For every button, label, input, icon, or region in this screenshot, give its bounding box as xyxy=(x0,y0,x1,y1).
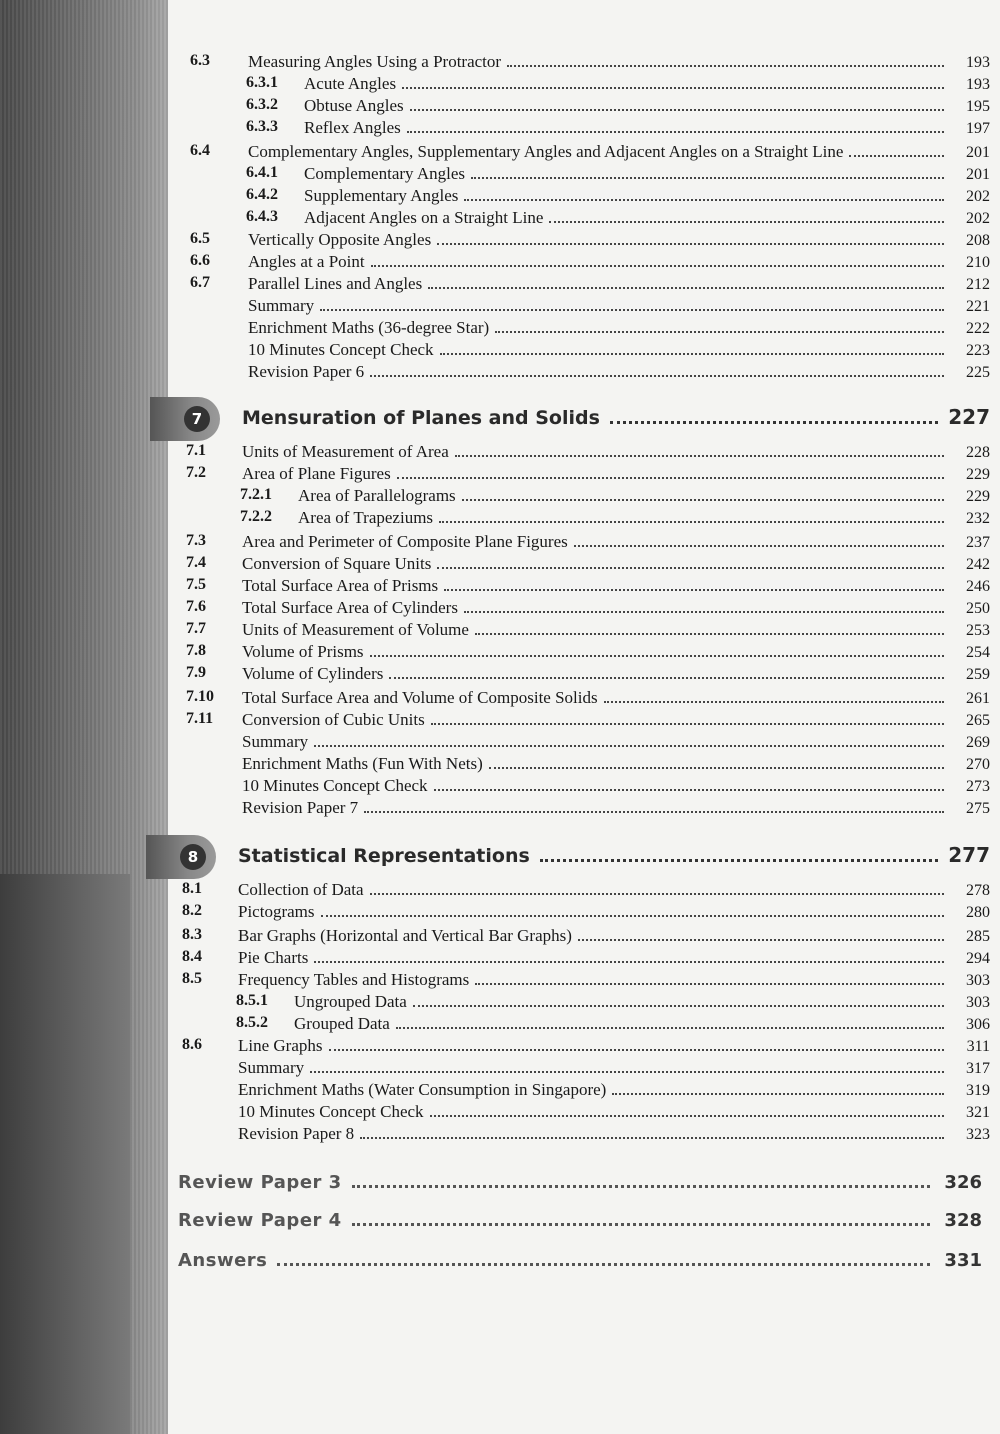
page-number: 253 xyxy=(966,622,990,639)
toc-entry[interactable] xyxy=(240,508,990,530)
dot-leader xyxy=(314,745,944,747)
toc-entry[interactable] xyxy=(186,464,990,486)
section-title: Total Surface Area and Volume of Composite Solids xyxy=(242,688,598,707)
page-number: 311 xyxy=(966,1038,990,1055)
toc-entry[interactable] xyxy=(182,926,990,948)
section-number: 7.2.1 xyxy=(240,486,272,503)
toc-entry[interactable] xyxy=(240,486,990,508)
toc-entry[interactable] xyxy=(186,532,990,554)
page-number: 223 xyxy=(966,342,990,359)
section-title: Revision Paper 7 xyxy=(242,798,359,817)
page-number: 261 xyxy=(966,690,990,707)
toc-entry[interactable] xyxy=(236,992,990,1014)
dot-leader xyxy=(464,611,944,613)
toc-entry[interactable] xyxy=(248,340,990,362)
section-title: Complementary Angles, Supplementary Angles and Adjacent Angles on a Straight Line xyxy=(248,142,844,161)
section-title: Conversion of Square Units xyxy=(242,554,432,573)
dot-leader xyxy=(434,789,944,791)
toc-entry[interactable] xyxy=(242,776,990,798)
toc-entry[interactable] xyxy=(186,620,990,642)
page-number: 319 xyxy=(966,1082,990,1099)
section-title: Obtuse Angles xyxy=(304,96,404,115)
chapter-badge xyxy=(150,397,220,441)
page-number: 237 xyxy=(966,534,990,551)
page-number: 306 xyxy=(966,1016,990,1033)
page-number: 193 xyxy=(966,76,990,93)
section-number: 7.3 xyxy=(186,532,206,549)
section-title: Summary xyxy=(242,732,309,751)
toc-entry[interactable] xyxy=(186,688,990,710)
section-number: 7.10 xyxy=(186,688,214,705)
back-matter-entry[interactable] xyxy=(178,1250,982,1278)
dot-leader xyxy=(430,1115,944,1117)
dot-leader xyxy=(578,939,944,941)
section-number: 8.3 xyxy=(182,926,202,943)
dot-leader xyxy=(440,353,944,355)
toc-entry[interactable] xyxy=(246,186,990,208)
dot-leader xyxy=(364,811,944,813)
section-title: Revision Paper 8 xyxy=(238,1124,355,1143)
dot-leader xyxy=(475,983,944,985)
page-number: 201 xyxy=(966,166,990,183)
section-title: Parallel Lines and Angles xyxy=(248,274,423,293)
section-number: 6.3.1 xyxy=(246,74,278,91)
chapter-number: 7 xyxy=(184,406,210,432)
section-title: Reflex Angles xyxy=(304,118,401,137)
dot-leader xyxy=(437,567,944,569)
page-number: 326 xyxy=(944,1172,982,1193)
page-number: 254 xyxy=(966,644,990,661)
dot-leader xyxy=(431,723,944,725)
dot-leader xyxy=(371,265,944,267)
page-number: 270 xyxy=(966,756,990,773)
section-number: 6.6 xyxy=(190,252,210,269)
dot-leader xyxy=(277,1263,930,1266)
section-title: Measuring Angles Using a Protractor xyxy=(248,52,502,71)
section-title: Conversion of Cubic Units xyxy=(242,710,425,729)
dot-leader xyxy=(475,633,944,635)
page-number: 202 xyxy=(966,188,990,205)
back-matter-entry[interactable] xyxy=(178,1210,982,1238)
section-number: 6.3.3 xyxy=(246,118,278,135)
dot-leader xyxy=(540,859,938,862)
page-number: 285 xyxy=(966,928,990,945)
toc-entry[interactable] xyxy=(186,642,990,664)
dot-leader xyxy=(402,87,944,89)
dot-leader xyxy=(370,375,944,377)
section-number: 7.8 xyxy=(186,642,206,659)
dot-leader xyxy=(314,961,944,963)
section-number: 7.5 xyxy=(186,576,206,593)
dot-leader xyxy=(310,1071,944,1073)
section-title: Total Surface Area of Cylinders xyxy=(242,598,458,617)
section-title: Bar Graphs (Horizontal and Vertical Bar Graphs) xyxy=(238,926,572,945)
page-number: 278 xyxy=(966,882,990,899)
page-number: 331 xyxy=(944,1250,982,1271)
section-number: 6.3 xyxy=(190,52,210,69)
section-title: 10 Minutes Concept Check xyxy=(238,1102,424,1121)
back-matter-title: Answers xyxy=(178,1250,268,1271)
page-number: 242 xyxy=(966,556,990,573)
chapter-page-number: 227 xyxy=(948,405,990,429)
toc-entry[interactable] xyxy=(248,318,990,340)
section-number: 7.1 xyxy=(186,442,206,459)
section-title: Acute Angles xyxy=(304,74,397,93)
toc-entry[interactable] xyxy=(236,1014,990,1036)
section-number: 8.5 xyxy=(182,970,202,987)
chapter-title: Mensuration of Planes and Solids xyxy=(242,407,600,429)
page-number: 229 xyxy=(966,466,990,483)
back-matter-title: Review Paper 4 xyxy=(178,1210,342,1231)
page-number: 303 xyxy=(966,994,990,1011)
page-number: 294 xyxy=(966,950,990,967)
dot-leader xyxy=(407,131,944,133)
dot-leader xyxy=(604,701,944,703)
dot-leader xyxy=(507,65,944,67)
toc-entry[interactable] xyxy=(246,118,990,140)
section-title: Area of Plane Figures xyxy=(242,464,391,483)
page-number: 202 xyxy=(966,210,990,227)
dot-leader xyxy=(370,655,944,657)
section-number: 6.4.3 xyxy=(246,208,278,225)
section-title: Volume of Prisms xyxy=(242,642,364,661)
toc-entry[interactable] xyxy=(246,74,990,96)
dot-leader xyxy=(396,1027,944,1029)
section-title: Summary xyxy=(238,1058,305,1077)
toc-entry[interactable] xyxy=(248,362,990,384)
section-number: 8.5.1 xyxy=(236,992,268,1009)
page-number: 197 xyxy=(966,120,990,137)
page-number: 323 xyxy=(966,1126,990,1143)
page-number: 280 xyxy=(966,904,990,921)
dot-leader xyxy=(439,521,944,523)
section-title: Supplementary Angles xyxy=(304,186,459,205)
section-title: 10 Minutes Concept Check xyxy=(242,776,428,795)
page-number: 273 xyxy=(966,778,990,795)
toc-entry[interactable] xyxy=(182,880,990,902)
page-number: 321 xyxy=(966,1104,990,1121)
toc-entry[interactable] xyxy=(190,274,990,296)
section-title: Enrichment Maths (Water Consumption in Singapore) xyxy=(238,1080,607,1099)
toc-entry[interactable] xyxy=(186,576,990,598)
section-title: Line Graphs xyxy=(238,1036,323,1055)
dot-leader xyxy=(444,589,944,591)
page-number: 246 xyxy=(966,578,990,595)
section-title: Units of Measurement of Area xyxy=(242,442,449,461)
dot-leader xyxy=(320,309,944,311)
section-title: Adjacent Angles on a Straight Line xyxy=(304,208,544,227)
dot-leader xyxy=(437,243,944,245)
dot-leader xyxy=(462,499,944,501)
section-title: Angles at a Point xyxy=(248,252,365,271)
page-number: 229 xyxy=(966,488,990,505)
section-number: 7.2 xyxy=(186,464,206,481)
page-number: 250 xyxy=(966,600,990,617)
page-number: 228 xyxy=(966,444,990,461)
section-number: 6.4.2 xyxy=(246,186,278,203)
page-number: 317 xyxy=(966,1060,990,1077)
dot-leader xyxy=(495,331,944,333)
toc-entry[interactable] xyxy=(248,296,990,318)
page-number: 222 xyxy=(966,320,990,337)
page-number: 212 xyxy=(966,276,990,293)
toc-entry[interactable] xyxy=(190,230,990,252)
chapter-number: 8 xyxy=(180,844,206,870)
toc-entry[interactable] xyxy=(186,554,990,576)
page-number: 195 xyxy=(966,98,990,115)
toc-entry[interactable] xyxy=(182,970,990,992)
dot-leader xyxy=(549,221,944,223)
dot-leader xyxy=(849,155,944,157)
page-number: 328 xyxy=(944,1210,982,1231)
page-number: 259 xyxy=(966,666,990,683)
toc-entry[interactable] xyxy=(186,442,990,464)
section-title: Frequency Tables and Histograms xyxy=(238,970,470,989)
section-title: Summary xyxy=(248,296,315,315)
page-number: 232 xyxy=(966,510,990,527)
page-number: 210 xyxy=(966,254,990,271)
dot-leader xyxy=(489,767,944,769)
toc-entry[interactable] xyxy=(182,902,990,924)
toc-entry[interactable] xyxy=(238,1080,990,1102)
toc-entry[interactable] xyxy=(246,208,990,230)
section-number: 6.5 xyxy=(190,230,210,247)
section-title: Area of Trapeziums xyxy=(298,508,434,527)
toc-entry[interactable] xyxy=(242,754,990,776)
page-number: 208 xyxy=(966,232,990,249)
section-number: 7.4 xyxy=(186,554,206,571)
section-number: 7.6 xyxy=(186,598,206,615)
back-matter-title: Review Paper 3 xyxy=(178,1172,342,1193)
chapter-heading[interactable] xyxy=(242,405,990,435)
toc-entry[interactable] xyxy=(190,52,990,74)
dot-leader xyxy=(410,109,944,111)
dot-leader xyxy=(370,893,944,895)
section-title: Ungrouped Data xyxy=(294,992,407,1011)
chapter-title: Statistical Representations xyxy=(238,845,530,867)
section-number: 8.6 xyxy=(182,1036,202,1053)
section-number: 6.7 xyxy=(190,274,210,291)
toc-entry[interactable] xyxy=(238,1058,990,1080)
section-number: 6.3.2 xyxy=(246,96,278,113)
page-number: 193 xyxy=(966,54,990,71)
dot-leader xyxy=(413,1005,944,1007)
dot-leader xyxy=(397,477,944,479)
section-title: Pictograms xyxy=(238,902,315,921)
section-title: Area of Parallelograms xyxy=(298,486,456,505)
page-number: 221 xyxy=(966,298,990,315)
section-number: 6.4.1 xyxy=(246,164,278,181)
toc-entry[interactable] xyxy=(242,798,990,820)
section-title: Pie Charts xyxy=(238,948,309,967)
toc-entry[interactable] xyxy=(190,142,990,164)
section-title: Total Surface Area of Prisms xyxy=(242,576,439,595)
chapter-page-number: 277 xyxy=(948,843,990,867)
section-title: Volume of Cylinders xyxy=(242,664,384,683)
chapter-heading[interactable] xyxy=(238,843,990,873)
page-number: 269 xyxy=(966,734,990,751)
toc-entry[interactable] xyxy=(238,1102,990,1124)
section-number: 7.2.2 xyxy=(240,508,272,525)
dot-leader xyxy=(321,915,945,917)
section-title: Units of Measurement of Volume xyxy=(242,620,469,639)
toc-entry[interactable] xyxy=(190,252,990,274)
toc-entry[interactable] xyxy=(246,96,990,118)
dot-leader xyxy=(428,287,944,289)
back-matter-entry[interactable] xyxy=(178,1172,982,1200)
page-number: 265 xyxy=(966,712,990,729)
section-number: 6.4 xyxy=(190,142,210,159)
toc-entry[interactable] xyxy=(238,1124,990,1146)
dot-leader xyxy=(329,1049,944,1051)
dot-leader xyxy=(455,455,944,457)
dot-leader xyxy=(471,177,944,179)
toc-entry[interactable] xyxy=(186,664,990,686)
dot-leader xyxy=(610,421,938,424)
section-number: 7.9 xyxy=(186,664,206,681)
section-title: Revision Paper 6 xyxy=(248,362,365,381)
section-number: 7.11 xyxy=(186,710,214,727)
section-number: 7.7 xyxy=(186,620,206,637)
section-number: 8.5.2 xyxy=(236,1014,268,1031)
dot-leader xyxy=(352,1223,930,1226)
dot-leader xyxy=(352,1185,930,1188)
toc-entry[interactable] xyxy=(182,1036,990,1058)
dot-leader xyxy=(574,545,944,547)
dot-leader xyxy=(360,1137,944,1139)
dot-leader xyxy=(389,677,944,679)
section-number: 8.4 xyxy=(182,948,202,965)
section-title: Complementary Angles xyxy=(304,164,466,183)
section-number: 8.2 xyxy=(182,902,202,919)
toc-entry[interactable] xyxy=(242,732,990,754)
section-title: 10 Minutes Concept Check xyxy=(248,340,434,359)
section-number: 8.1 xyxy=(182,880,202,897)
page-number: 275 xyxy=(966,800,990,817)
section-title: Vertically Opposite Angles xyxy=(248,230,432,249)
chapter-badge xyxy=(146,835,216,879)
section-title: Grouped Data xyxy=(294,1014,390,1033)
dot-leader xyxy=(464,199,944,201)
toc-entry[interactable] xyxy=(246,164,990,186)
section-title: Area and Perimeter of Composite Plane Figures xyxy=(242,532,568,551)
toc-entry[interactable] xyxy=(186,710,990,732)
dot-leader xyxy=(612,1093,944,1095)
toc-entry[interactable] xyxy=(182,948,990,970)
section-title: Collection of Data xyxy=(238,880,364,899)
section-title: Enrichment Maths (Fun With Nets) xyxy=(242,754,483,773)
page-number: 225 xyxy=(966,364,990,381)
page-number: 303 xyxy=(966,972,990,989)
toc-entry[interactable] xyxy=(186,598,990,620)
page-number: 201 xyxy=(966,144,990,161)
section-title: Enrichment Maths (36-degree Star) xyxy=(248,318,490,337)
